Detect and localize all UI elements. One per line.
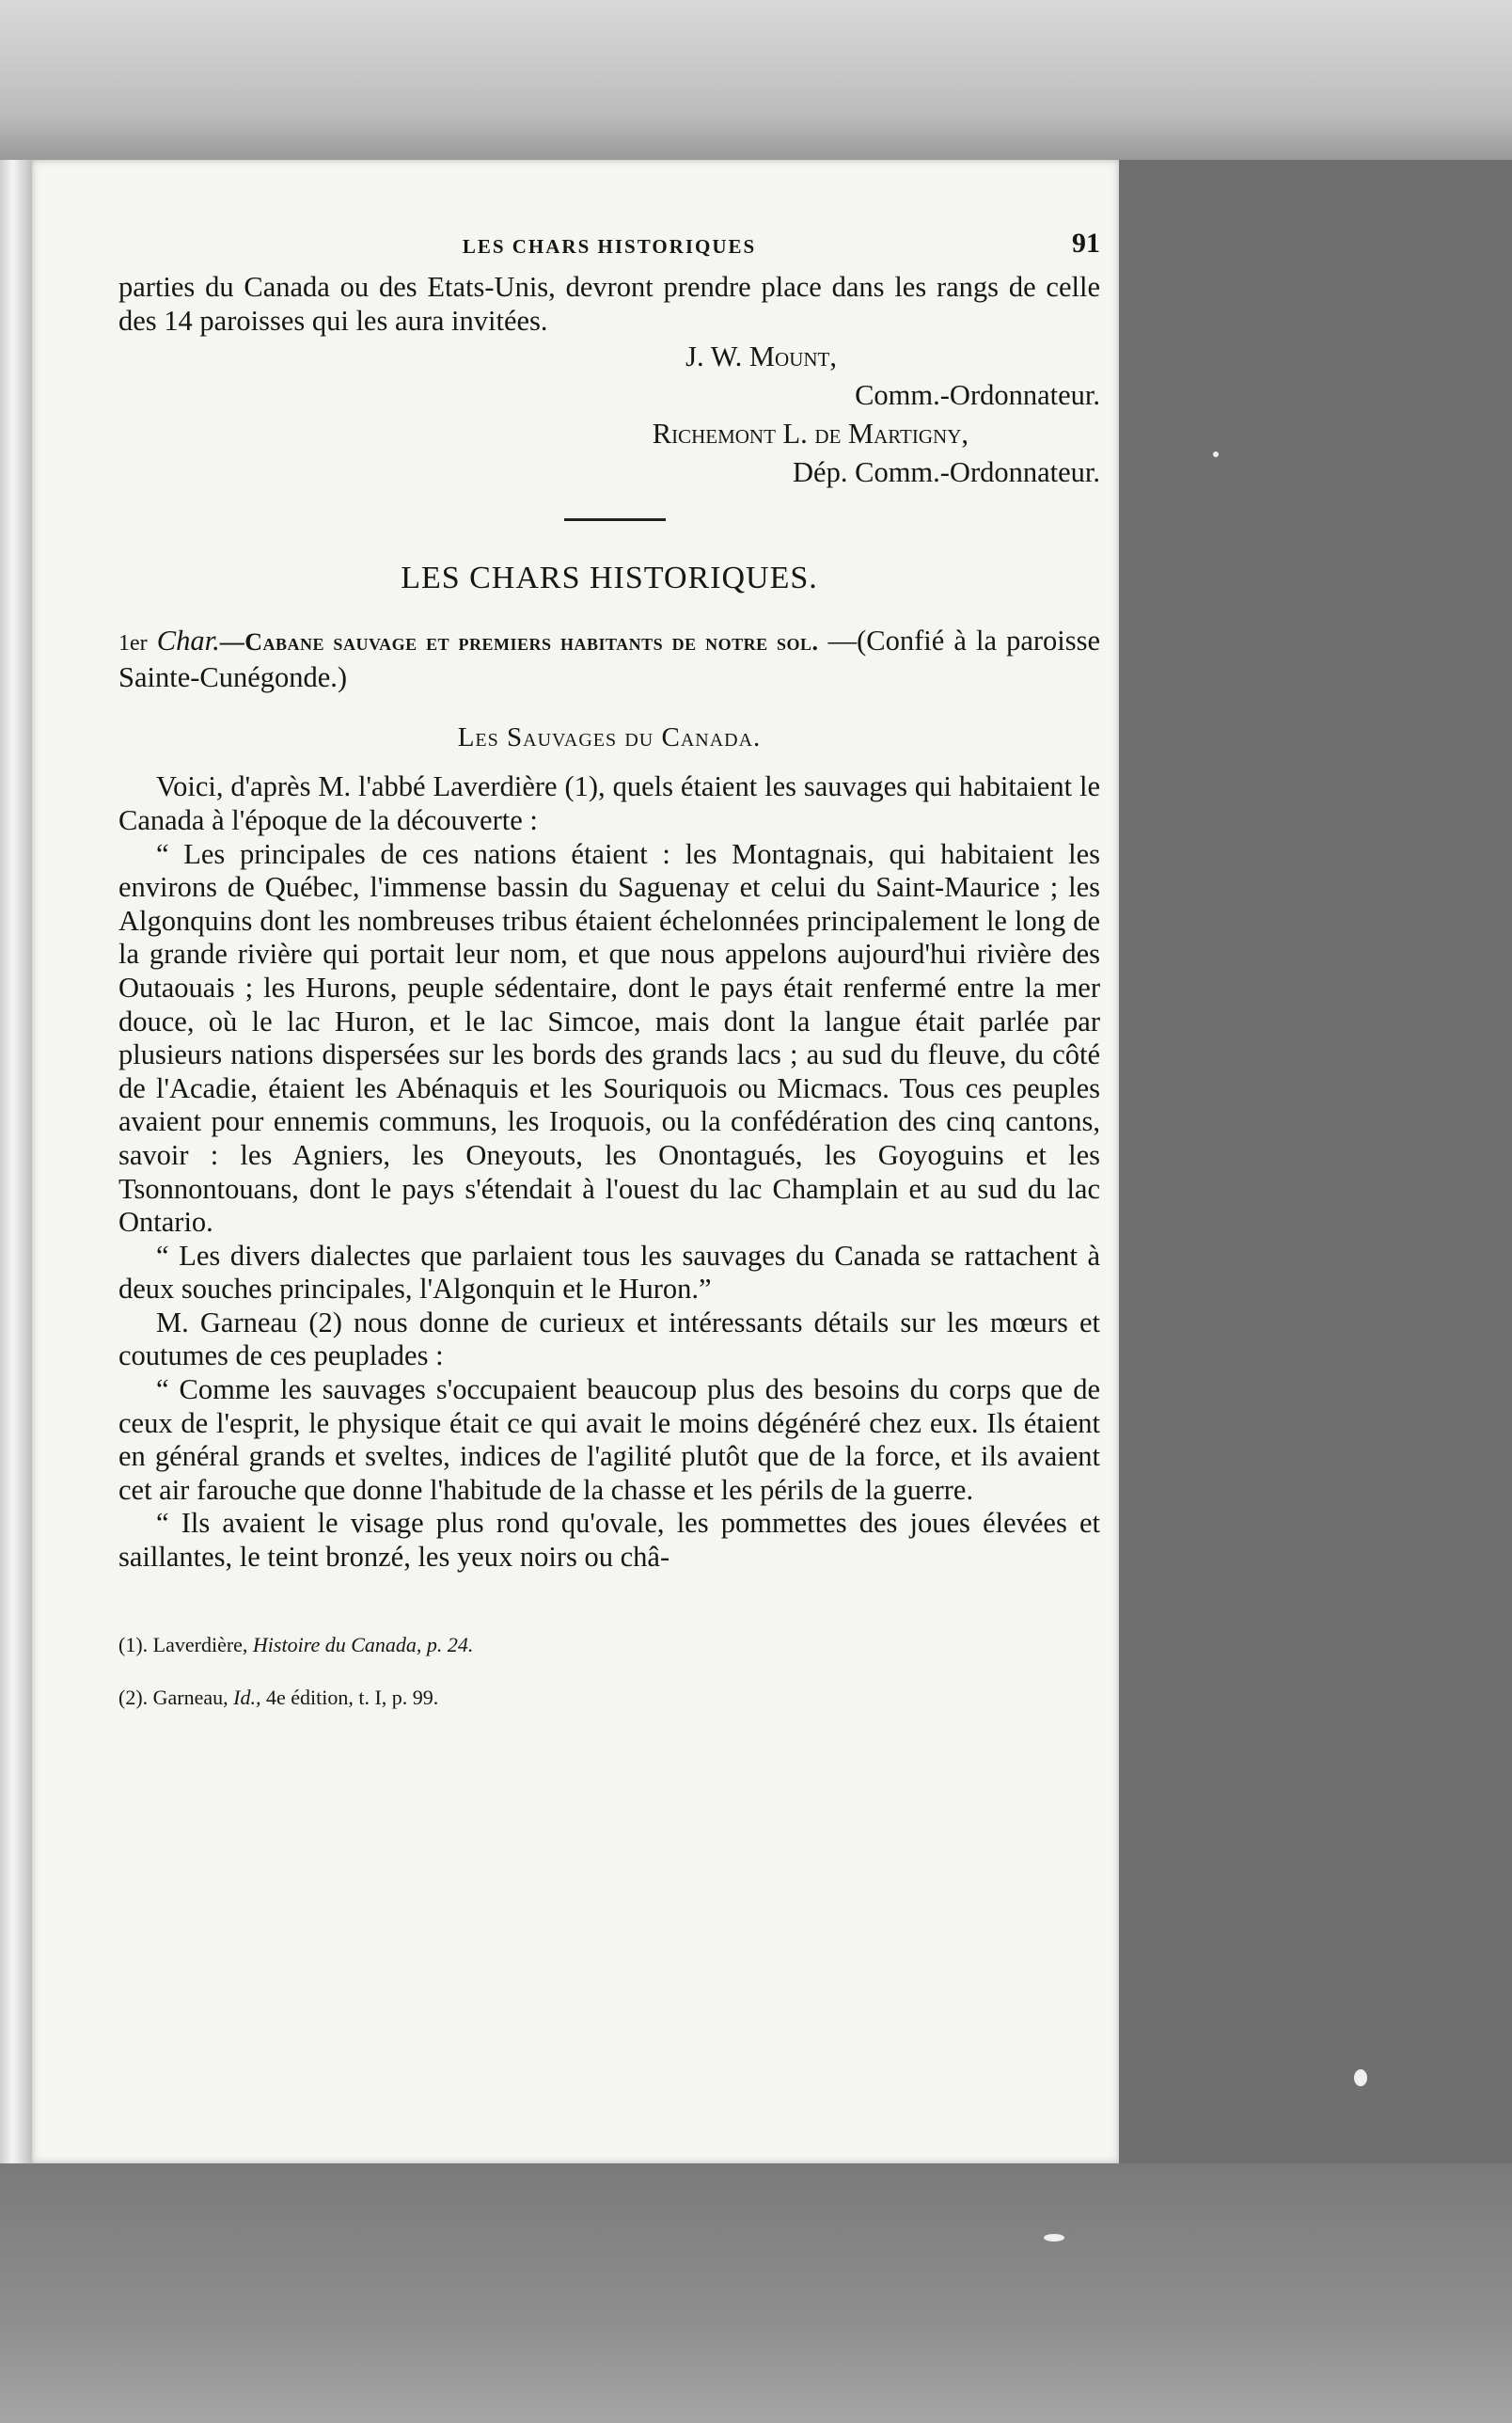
scan-speck — [1044, 2234, 1064, 2241]
paragraph: “ Ils avaient le visage plus rond qu'ovale, les pommettes des joues élevées et saillantes, le teint bronzé, les yeux noirs ou châ- — [118, 1507, 1100, 1574]
signature-title-1: Comm.-Ordonnateur. — [855, 379, 1100, 412]
signature-name-2: Richemont L. de Martigny, — [652, 418, 969, 451]
signature-block — [118, 338, 1100, 492]
page-header — [118, 226, 1100, 271]
page-content — [118, 226, 1100, 1736]
scan-top-margin — [0, 0, 1512, 160]
book-page — [32, 160, 1119, 2163]
char-note: —(Confié à la paroisse Sainte-Cunégonde.) — [118, 625, 1101, 693]
page-number: 91 — [1072, 228, 1100, 259]
scan-speck — [1354, 2069, 1367, 2086]
paragraph: Voici, d'après M. l'abbé Laverdière (1), quels étaient les sauvages qui habitaient le Canada à l'époque de la découverte : — [118, 770, 1100, 836]
opening-paragraph: parties du Canada ou des Etats-Unis, devront prendre place dans les rangs de celle des 14 paroisses qui les aura invitées. — [118, 271, 1100, 337]
footnotes — [118, 1631, 1100, 1712]
subsection-title: Les Sauvages du Canada. — [457, 722, 762, 753]
footnote-1: (1). Laverdière, Histoire du Canada, p. 24. — [118, 1632, 474, 1656]
char-heading — [118, 625, 1100, 694]
section-divider — [564, 518, 666, 521]
book-spine-edge — [0, 160, 32, 2163]
section-title: LES CHARS HISTORIQUES. — [401, 561, 818, 596]
paragraph: “ Comme les sauvages s'occupaient beaucoup plus des besoins du corps que de ceux de l'esprit, le physique était ce qui avait le moins dégénéré chez eux. Ils étaient en général grands et sveltes, indices de l'agilité plutôt que de la force, et ils avaient cet air farouche que donne l'habitude de la chasse et les périls de la guerre. — [118, 1373, 1100, 1506]
char-label: Char. — [156, 625, 220, 657]
signature-name-1: J. W. Mount, — [685, 340, 837, 373]
paragraph: M. Garneau (2) nous donne de curieux et intéressants détails sur les mœurs et coutumes de ces peuplades : — [118, 1306, 1100, 1372]
footnote-2: (2). Garneau, Id., 4e édition, t. I, p. 99. — [118, 1685, 439, 1709]
scan-speck — [1213, 451, 1219, 457]
running-head: LES CHARS HISTORIQUES — [462, 235, 757, 258]
char-number: 1er — [118, 631, 148, 657]
scan-bottom-margin — [0, 2163, 1512, 2423]
signature-title-2: Dép. Comm.-Ordonnateur. — [793, 456, 1100, 489]
paragraph: “ Les principales de ces nations étaient : les Montagnais, qui habitaient les environs de Québec, l'immense bassin du Saguenay et celui du Saint-Maurice ; les Algonquins dont les nombreuses tribus étaient échelonnées principalement le long de la grande rivière qui portait leur nom, et que nous appelons aujourd'hui rivière des Outaouais ; les Hurons, peuple sédentaire, dont le pays était renfermé entre la mer douce, où le lac Huron, et le lac Simcoe, mais dont la langue était parlée par plusieurs nations dispersées sur les bords des grands lacs ; au sud du fleuve, du côté de l'Acadie, étaient les Abénaquis et les Souriquois ou Micmacs. Tous ces peuples avaient pour ennemis communs, les Iroquois, ou la confédération des cinq cantons, savoir : les Agniers, les Oneyouts, les Onontagués, les Goyoguins et les Tsonnontouans, dont le pays s'étendait à l'ouest du lac Champlain et au sud du lac Ontario. — [118, 837, 1100, 1239]
char-title: —Cabane sauvage et premiers habitants de notre sol. — [219, 628, 819, 657]
paragraph: “ Les divers dialectes que parlaient tous les sauvages du Canada se rattachent à deux souches principales, l'Algonquin et le Huron.” — [118, 1239, 1100, 1306]
